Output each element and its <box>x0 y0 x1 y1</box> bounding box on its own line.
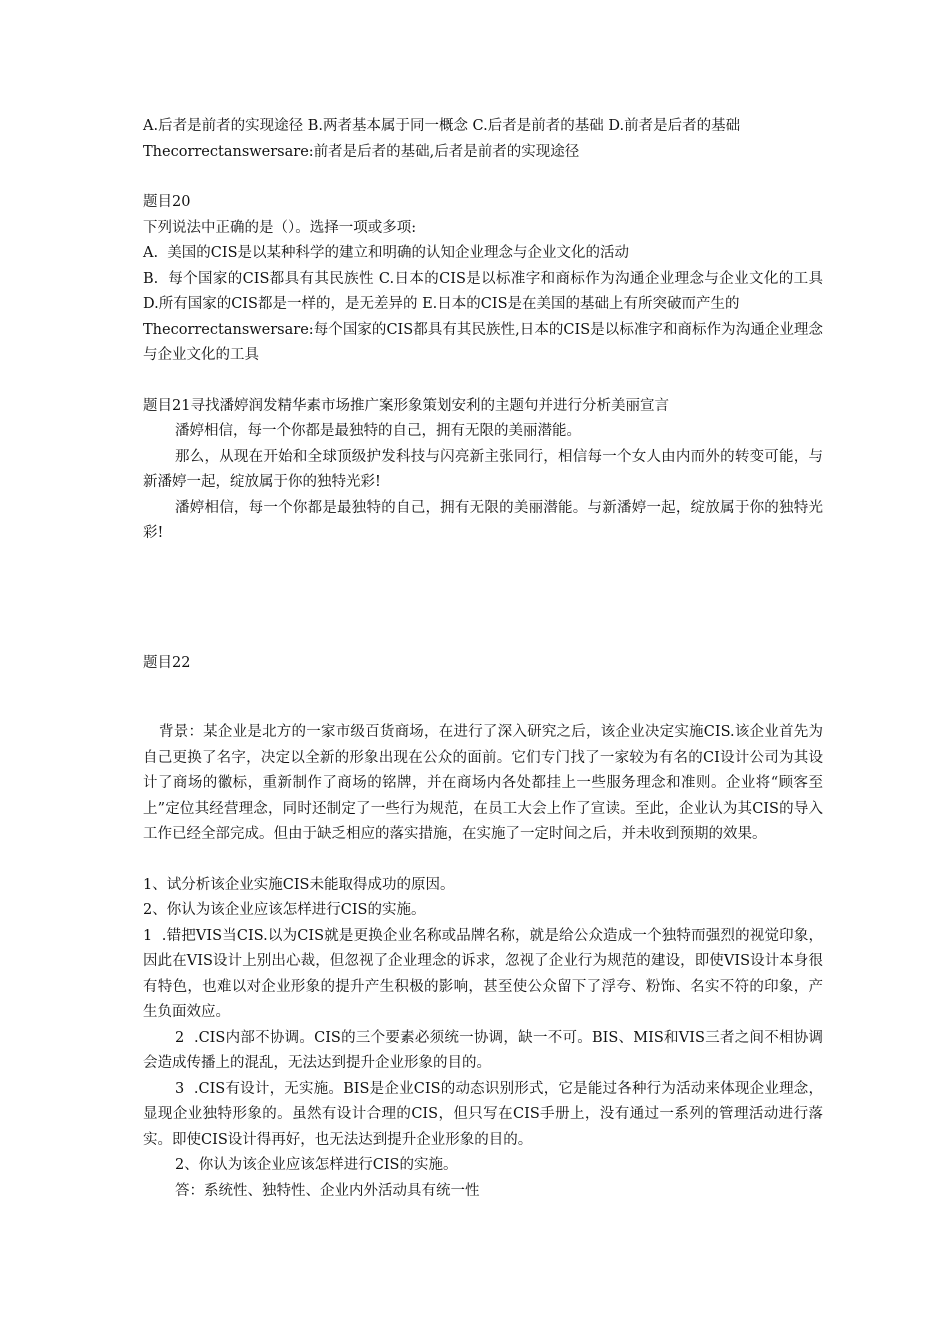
q20-prompt: 下列说法中正确的是（）。选择一项或多项: <box>143 219 417 236</box>
q21-title: 题目21寻找潘婷润发精华素市场推广案形象策划安利的主题句并进行分析美丽宣言 <box>143 397 669 414</box>
spacer <box>143 165 823 190</box>
q22-answer-3: 3 .CIS有设计，无实施。BIS是企业CIS的动态识别形式，它是能过各种行为活动来体现企业理念，显现企业独特形象的。虽然有设计合理的CIS，但只写在CIS手册上，没有通过一系列的管理活动进行落实。即使CIS设计得再好，也无法达到提升企业形象的目的。 <box>143 1080 823 1148</box>
q21-paragraph-1: 潘婷相信，每一个你都是最独特的自己，拥有无限的美丽潜能。 <box>175 423 581 439</box>
q20-title: 题目20 <box>143 194 191 210</box>
spacer <box>143 547 823 651</box>
q20-options-b-e: B. 每个国家的CIS都具有其民族性 C.日本的CIS是以标准字和商标作为沟通企业理念与企业文化的工具 D.所有国家的CIS都是一样的，是无差异的 E.日本的CIS是在美国的基础上有所突破而产生的 <box>143 270 823 312</box>
q22-answer-2: 2 .CIS内部不协调。CIS的三个要素必须统一协调，缺一不可。BIS、MIS和VIS三者之间不相协调会造成传播上的混乱，无法达到提升企业形象的目的。 <box>143 1029 823 1071</box>
q22-title: 题目22 <box>143 654 191 671</box>
q19-answer: Thecorrectanswersare:前者是后者的基础,后者是前者的实现途径 <box>143 143 580 160</box>
q19-options: A.后者是前者的实现途径 B.两者基本属于同一概念 C.后者是前者的基础 D.前者是后者的基础 <box>143 118 741 134</box>
q22-final-answer: 答：系统性、独特性、企业内外活动具有统一性 <box>175 1182 480 1199</box>
q21-paragraph-3: 潘婷相信，每一个你都是最独特的自己，拥有无限的美丽潜能。与新潘婷一起，绽放属于你的独特光彩! <box>143 499 823 541</box>
q22-answer-1: 1 .错把VIS当CIS.以为CIS就是更换企业名称或品牌名称，就是给公众造成一个独特而强烈的视觉印象，因此在VIS设计上别出心裁，但忽视了企业理念的诉求，忽视了企业行为规范的建设，即使VIS设计本身很有特色，也难以对企业形象的提升产生积极的影响，甚至使公众留下了浮夸、粉饰、名实不符的印象，产生负面效应。 <box>143 927 823 1020</box>
spacer <box>143 848 823 873</box>
spacer <box>143 676 823 720</box>
q22-question-1: 1、试分析该企业实施CIS未能取得成功的原因。 <box>143 876 455 893</box>
q22-question-2-repeat: 2、你认为该企业应该怎样进行CIS的实施。 <box>175 1157 458 1173</box>
q21-paragraph-2: 那么，从现在开始和全球顶级护发科技与闪亮新主张同行，相信每一个女人由内而外的转变可能，与新潘婷一起，绽放属于你的独特光彩! <box>143 448 823 490</box>
document-page <box>143 114 823 1204</box>
spacer <box>143 369 823 394</box>
q22-question-2: 2、你认为该企业应该怎样进行CIS的实施。 <box>143 902 426 918</box>
q20-answer: Thecorrectanswersare:每个国家的CIS都具有其民族性,日本的CIS是以标准字和商标作为沟通企业理念与企业文化的工具 <box>143 321 823 363</box>
q22-background: 背景：某企业是北方的一家市级百货商场，在进行了深入研究之后，该企业决定实施CIS.该企业首先为自己更换了名字，决定以全新的形象出现在公众的面前。它们专门找了一家较为有名的CI设计公司为其设计了商场的徽标，重新制作了商场的铭牌，并在商场内各处都挂上一些服务理念和准则。企业将“顾客至上”定位其经营理念，同时还制定了一些行为规范，在员工大会上作了宣读。至此，企业认为其CIS的导入工作已经全部完成。但由于缺乏相应的落实措施，在实施了一定时间之后，并未收到预期的效果。 <box>143 724 823 842</box>
q20-option-a: A. 美国的CIS是以某种科学的建立和明确的认知企业理念与企业文化的活动 <box>143 245 630 261</box>
